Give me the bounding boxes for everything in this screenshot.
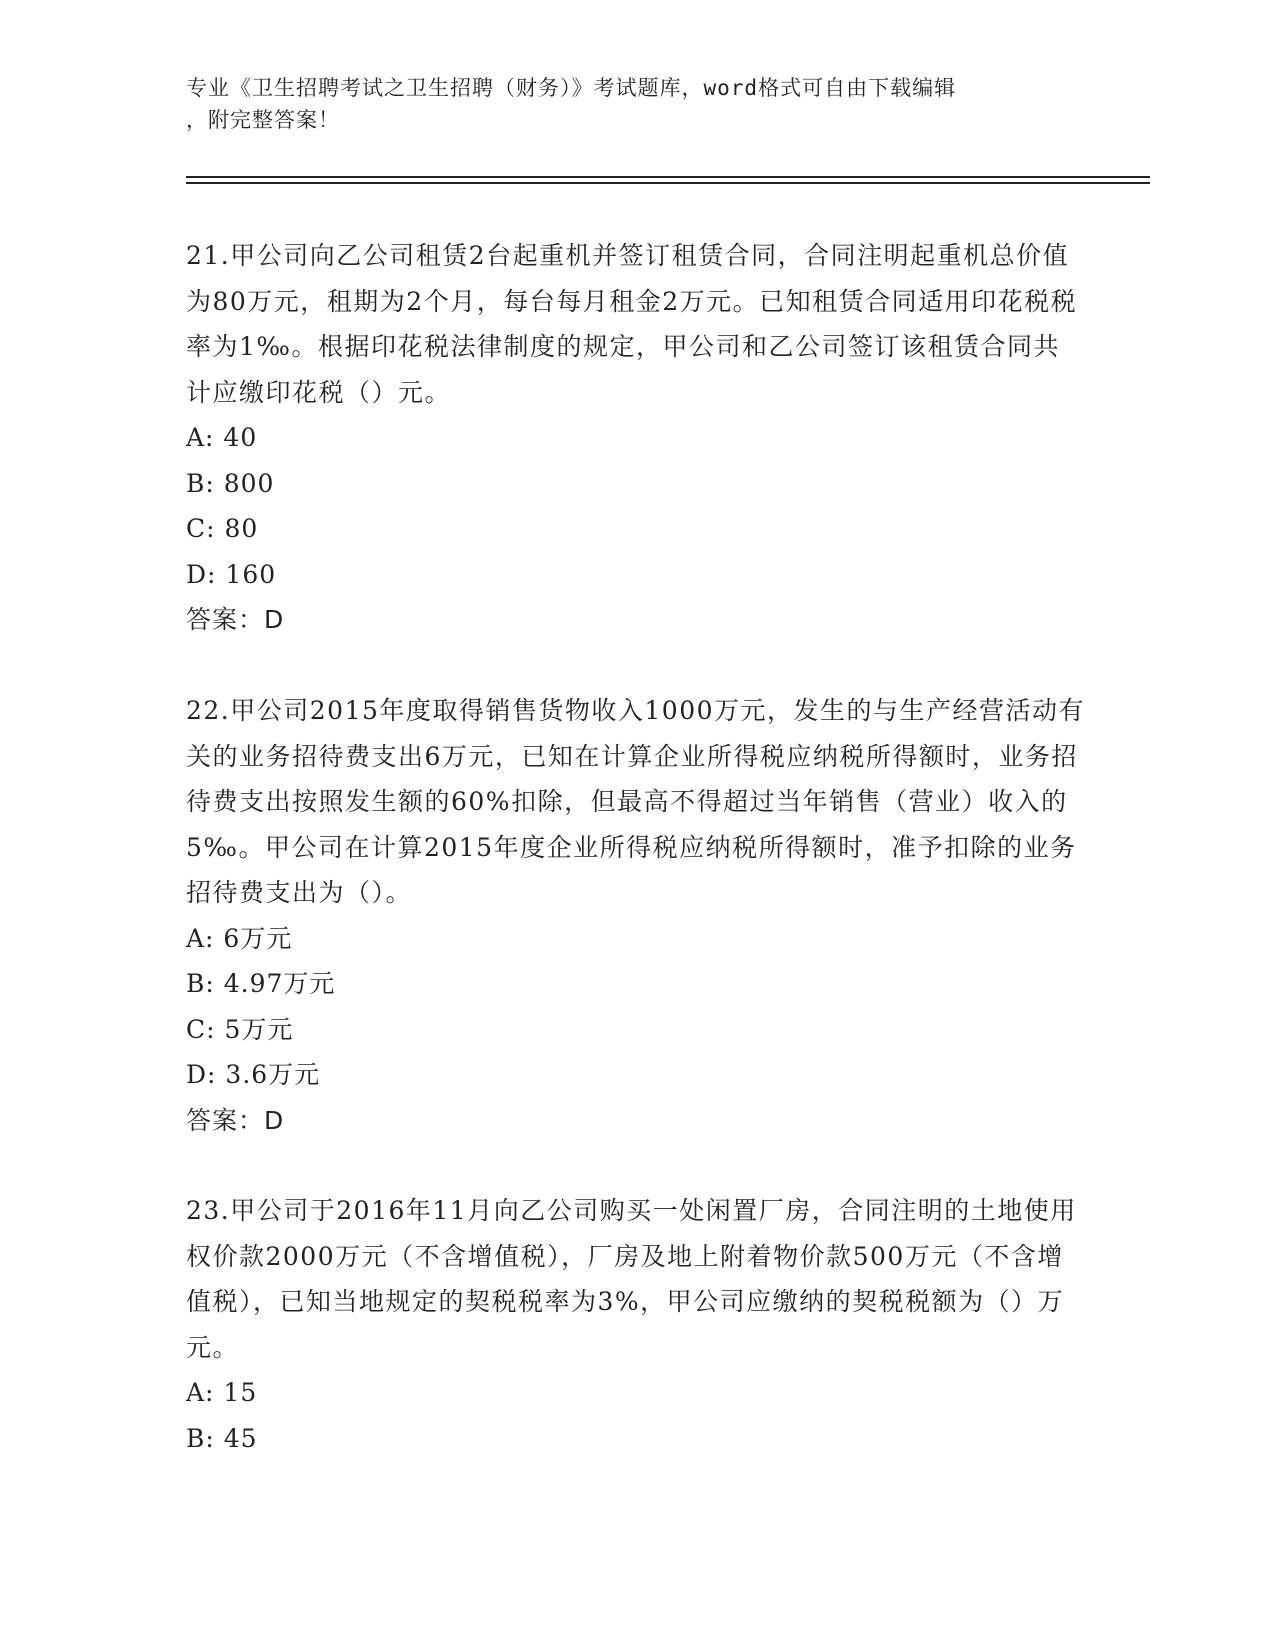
option-b: B: 800 [186, 468, 275, 498]
question-23 [186, 1188, 1086, 1461]
header-line-1: 专业《卫生招聘考试之卫生招聘（财务）》考试题库，word格式可自由下载编辑 [186, 76, 957, 100]
option-a: A: 6万元 [186, 923, 293, 953]
option-d: D: 160 [186, 559, 277, 589]
question-22 [186, 688, 1086, 1143]
question-stem: 23.甲公司于2016年11月向乙公司购买一处闲置厂房，合同注明的土地使用权价款2000万元（不含增值税），厂房及地上附着物价款500万元（不含增值税），已知当地规定的契税税率为3%，甲公司应缴纳的契税税额为（）万元。 [186, 1196, 1077, 1362]
option-d: D: 3.6万元 [186, 1060, 321, 1089]
option-b: B: 4.97万元 [186, 969, 336, 998]
option-b: B: 45 [186, 1423, 258, 1453]
question-stem: 21.甲公司向乙公司租赁2台起重机并签订租赁合同，合同注明起重机总价值为80万元，租期为2个月，每台每月租金2万元。已知租赁合同适用印花税税率为1‰。根据印花税法律制度的规定，甲公司和乙公司签订该租赁合同共计应缴印花税（）元。 [186, 241, 1078, 407]
option-a: A: 40 [186, 423, 258, 452]
answer: 答案：D [186, 605, 285, 634]
question-stem: 22.甲公司2015年度取得销售货物收入1000万元，发生的与生产经营活动有关的业务招待费支出6万元，已知在计算企业所得税应纳税所得额时，业务招待费支出按照发生额的60%扣除，但最高不得超过当年销售（营业）收入的5‰。甲公司在计算2015年度企业所得税应纳税所得额时，准予扣除的业务招待费支出为（）。 [186, 696, 1086, 907]
header-divider-top [186, 176, 1150, 178]
question-21 [186, 233, 1086, 643]
header-line-2: ，附完整答案！ [186, 108, 340, 132]
option-a: A: 15 [186, 1378, 258, 1407]
answer: 答案：D [186, 1105, 285, 1135]
document-header [186, 72, 1066, 136]
option-c: C: 5万元 [186, 1014, 294, 1044]
option-c: C: 80 [186, 514, 259, 543]
header-divider-bottom [186, 182, 1150, 184]
